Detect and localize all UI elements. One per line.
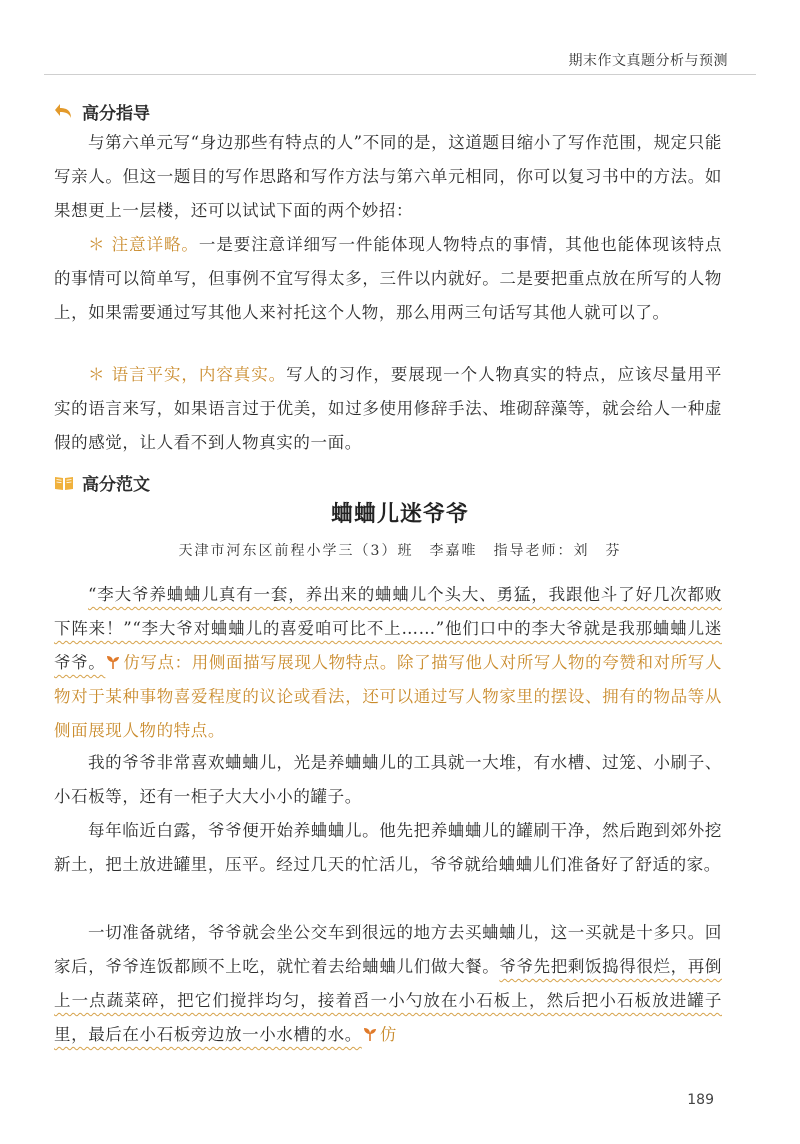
guide-paragraph-intro: 与第六单元写“身边那些有特点的人”不同的是，这道题目缩小了写作范围，规定只能写亲人。但这一题目的写作思路和写作方法与第六单元相同，你可以复习书中的方法。如果想更上一层楼，还可以试试下面的两个妙招： [54,133,722,220]
sprout-icon [362,1026,378,1042]
tip-2-heading: ＊ 语言平实，内容真实。 [88,365,287,384]
essay-paragraph-4-highlight: 爷爷先把剩饭捣得很烂，再倒上一点蔬菜碎，把它们搅拌均匀，接着舀一小勺放在小石板上，然后把小石板放进罐子里，最后在小石板旁边放一小水槽的水。 [54,957,722,1044]
section-heading-label: 高分指导 [82,104,150,124]
essay-paragraph-1 [54,578,722,748]
guide-tip-2 [54,358,722,460]
annotation-note-text: 仿 [379,1025,397,1044]
essay-title: 蛐蛐儿迷爷爷 [330,502,469,527]
open-book-icon [54,475,74,491]
annotation-note [54,653,722,740]
annotation-note-text: 仿写点：用侧面描写展现人物特点。除了描写他人对所写人物的夸赞和对所写人物对于某种事物喜爱程度的议论或看法，还可以通过写人物家里的摆设、拥有的物品等从侧面展现人物的特点。 [54,653,723,740]
page-header-title: 期末作文真题分析与预测 [568,53,728,69]
essay-paragraph-1-text: “李大爷养蛐蛐儿真有一套，养出来的蛐蛐儿个头大、勇猛，我跟他斗了好几次都败下阵来！”“李大爷对蛐蛐儿的喜爱咱可比不上……”他们口中的李大爷就是我那蛐蛐儿迷爷爷。 [54,585,722,672]
essay-paragraph-2: 我的爷爷非常喜欢蛐蛐儿，光是养蛐蛐儿的工具就一大堆，有水槽、过笼、小刷子、小石板等，还有一柜子大大小小的罐子。 [54,753,722,806]
section-heading-guide [54,99,150,124]
header-divider [44,74,756,75]
tip-1-heading: ＊ 注意详略。 [88,235,199,254]
section-heading-label: 高分范文 [82,475,150,495]
essay-paragraph-4 [54,916,722,1052]
essay-paragraph-3: 每年临近白露，爷爷便开始养蛐蛐儿。他先把养蛐蛐儿的罐刷干净，然后跑到郊外挖新土，把土放进罐里，压平。经过几天的忙活儿，爷爷就给蛐蛐儿们准备好了舒适的家。 [54,821,722,874]
annotation-note-partial [362,1025,397,1044]
tip-1-body: 一是要注意详细写一件能体现人物特点的事情，其他也能体现该特点的事情可以简单写，但事例不宜写得太多，三件以内就好。二是要把重点放在所写的人物上，如果需要通过写其他人来衬托这个人物，那么用两三句话写其他人就可以了。 [54,235,722,322]
essay-paragraph-4-text: 一切准备就绪，爷爷就会坐公交车到很远的地方去买蛐蛐儿，这一买就是十多只。回家后，爷爷连饭都顾不上吃，就忙着去给蛐蛐儿们做大餐。 [54,923,722,976]
essay-byline: 天津市河东区前程小学三（3）班 李嘉唯 指导老师：刘 芬 [178,543,622,559]
curved-arrow-icon [54,103,74,121]
guide-tip-1 [54,228,722,330]
section-heading-model [54,470,150,495]
page-number: 189 [687,1092,714,1108]
tip-2-body: 写人的习作，要展现一个人物真实的特点，应该尽量用平实的语言来写，如果语言过于优美，如过多使用修辞手法、堆砌辞藻等，就会给人一种虚假的感觉，让人看不到人物真实的一面。 [54,365,723,452]
sprout-icon [105,654,121,670]
